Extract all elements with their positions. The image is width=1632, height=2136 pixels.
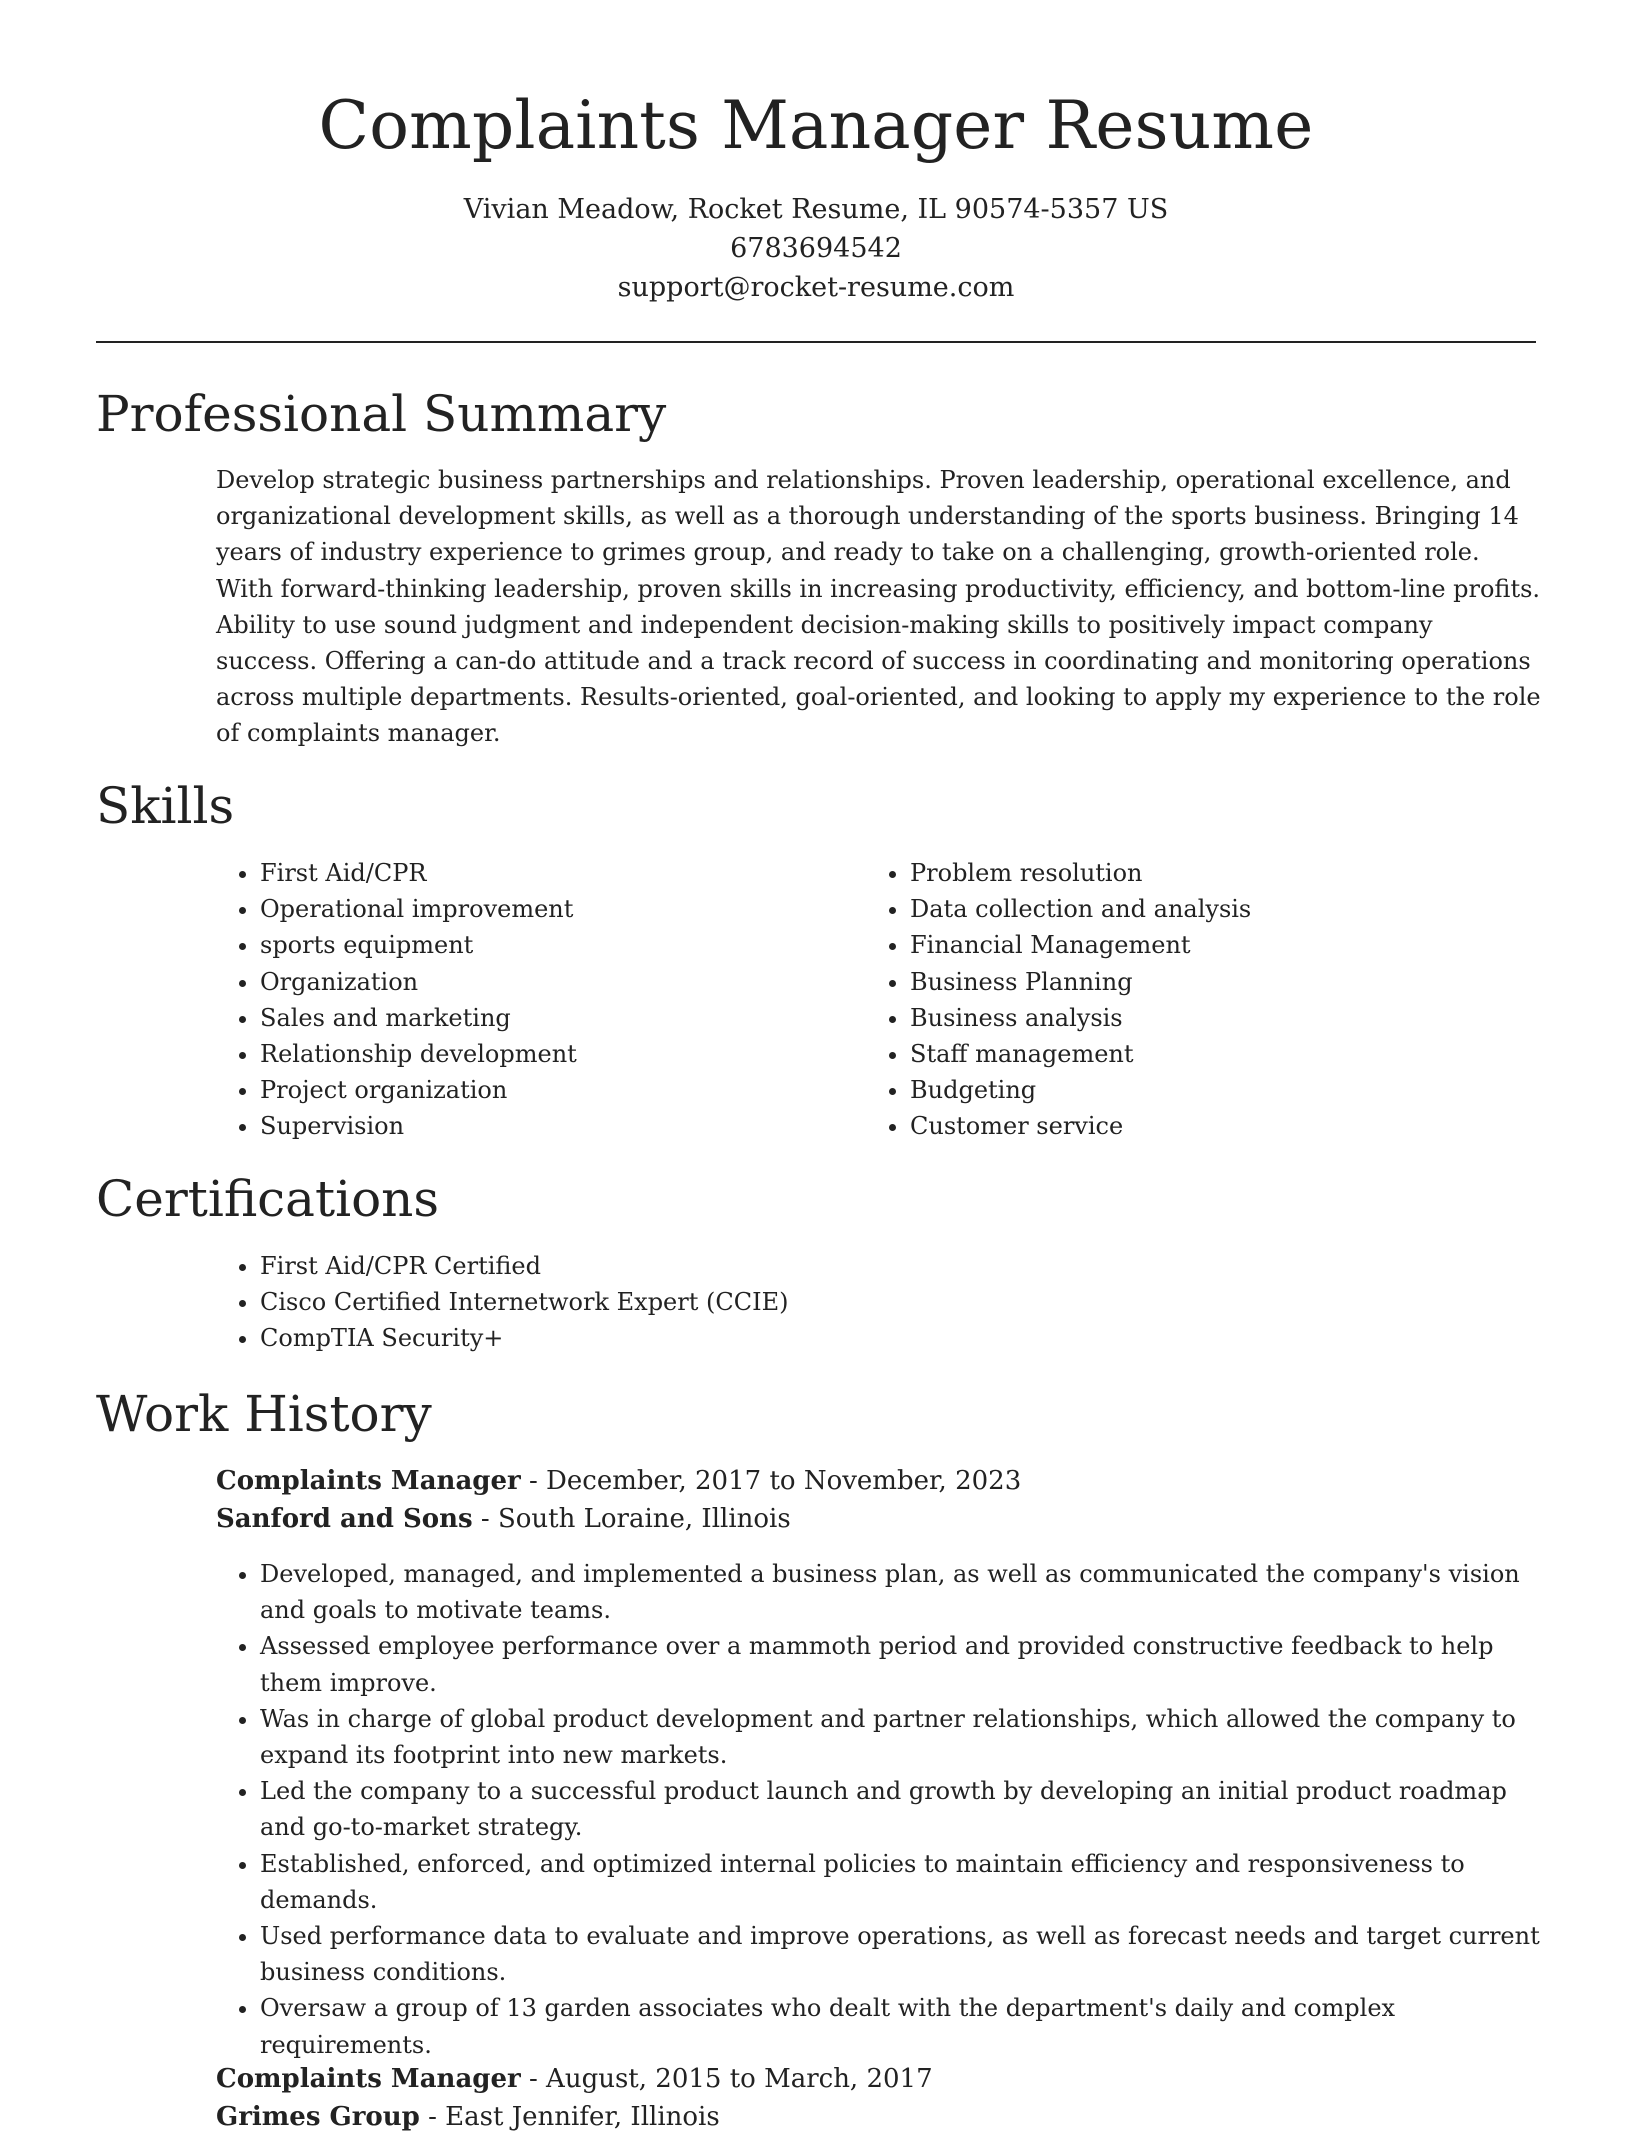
- job-responsibilities: [216, 1556, 1541, 2063]
- list-item: • Project organization: [260, 1072, 816, 1108]
- job-bullet-list: [216, 1556, 1541, 2063]
- list-item: • Established, enforced, and optimized internal policies to maintain efficiency and responsiveness to demands.: [260, 1846, 1541, 1918]
- list-item: • Customer service: [910, 1108, 1466, 1144]
- resume-page: [96, 0, 1541, 2132]
- list-item: • Cisco Certified Internetwork Expert (CCIE): [260, 1284, 1416, 1320]
- job-header: [216, 2060, 933, 2136]
- contact-email: support@rocket-resume.com: [617, 272, 1015, 303]
- list-item: • Developed, managed, and implemented a business plan, as well as communicated the company's vision and goals to motivate teams.: [260, 1556, 1541, 1628]
- job-company-line: [216, 1500, 1021, 1538]
- list-item: • Was in charge of global product development and partner relationships, which allowed the company to expand its footprint into new markets.: [260, 1701, 1541, 1773]
- header-divider: [96, 341, 1536, 343]
- job-location: - South Loraine, Illinois: [472, 1504, 791, 1534]
- skills-list-left: [216, 855, 816, 1145]
- section-title-summary: Professional Summary: [96, 385, 667, 443]
- section-title-work-history: Work History: [96, 1385, 432, 1443]
- job-title: Complaints Manager: [216, 2064, 521, 2094]
- summary-text: Develop strategic business partnerships and relationships. Proven leadership, operational excellence, and organizational development skills, as well as a thorough understanding of the sports business. Bringing 14 years of industry experience to grimes group, and ready to take on a challenging, growth-oriented role. With forward-thinking leadership, proven skills in increasing productivity, efficiency, and bottom-line profits. Ability to use sound judgment and independent decision-making skills to positively impact company success. Offering a can-do attitude and a track record of success in coordinating and monitoring operations across multiple departments. Results-oriented, goal-oriented, and looking to apply my experience to the role of complaints manager.: [216, 466, 1541, 748]
- list-item: • Budgeting: [910, 1072, 1466, 1108]
- list-item: • Sales and marketing: [260, 1000, 816, 1036]
- resume-title: Complaints Manager Resume: [318, 87, 1314, 164]
- list-item: • Operational improvement: [260, 891, 816, 927]
- contact-phone: 6783694542: [730, 233, 902, 264]
- job-dates: - December, 2017 to November, 2023: [520, 1466, 1022, 1496]
- contact-block: [96, 190, 1536, 307]
- job-company-line: [216, 2098, 933, 2136]
- job-company: Grimes Group: [216, 2102, 420, 2132]
- list-item: • Financial Management: [910, 927, 1466, 963]
- section-title-skills: Skills: [96, 777, 235, 835]
- list-item: • Led the company to a successful product launch and growth by developing an initial product roadmap and go-to-market strategy.: [260, 1773, 1541, 1845]
- list-item: • Problem resolution: [910, 855, 1466, 891]
- skills-column-left: [216, 855, 816, 1145]
- job-title: Complaints Manager: [216, 1466, 521, 1496]
- skills-list-right: [866, 855, 1466, 1145]
- list-item: • Assessed employee performance over a mammoth period and provided constructive feedback to help them improve.: [260, 1628, 1541, 1700]
- list-item: • Business analysis: [910, 1000, 1466, 1036]
- list-item: • CompTIA Security+: [260, 1320, 1416, 1356]
- list-item: • Business Planning: [910, 964, 1466, 1000]
- job-location: - East Jennifer, Illinois: [419, 2102, 720, 2132]
- certifications-list: [216, 1248, 1416, 1357]
- certifications-block: [216, 1248, 1416, 1357]
- list-item: • Relationship development: [260, 1036, 816, 1072]
- list-item: • Organization: [260, 964, 816, 1000]
- job-header: [216, 1462, 1021, 1538]
- job-title-line: [216, 1462, 1021, 1500]
- section-title-certifications: Certifications: [96, 1170, 440, 1228]
- contact-address: Vivian Meadow, Rocket Resume, IL 90574-5357 US: [463, 194, 1169, 225]
- list-item: • sports equipment: [260, 927, 816, 963]
- list-item: • Used performance data to evaluate and improve operations, as well as forecast needs and target current business conditions.: [260, 1918, 1541, 1990]
- skills-column-right: [866, 855, 1466, 1145]
- list-item: • First Aid/CPR Certified: [260, 1248, 1416, 1284]
- job-dates: - August, 2015 to March, 2017: [520, 2064, 933, 2094]
- list-item: • Data collection and analysis: [910, 891, 1466, 927]
- list-item: • Supervision: [260, 1108, 816, 1144]
- list-item: • Oversaw a group of 13 garden associates who dealt with the department's daily and complex requirements.: [260, 1990, 1541, 2062]
- list-item: • Staff management: [910, 1036, 1466, 1072]
- job-company: Sanford and Sons: [216, 1504, 473, 1534]
- job-title-line: [216, 2060, 933, 2098]
- list-item: • First Aid/CPR: [260, 855, 816, 891]
